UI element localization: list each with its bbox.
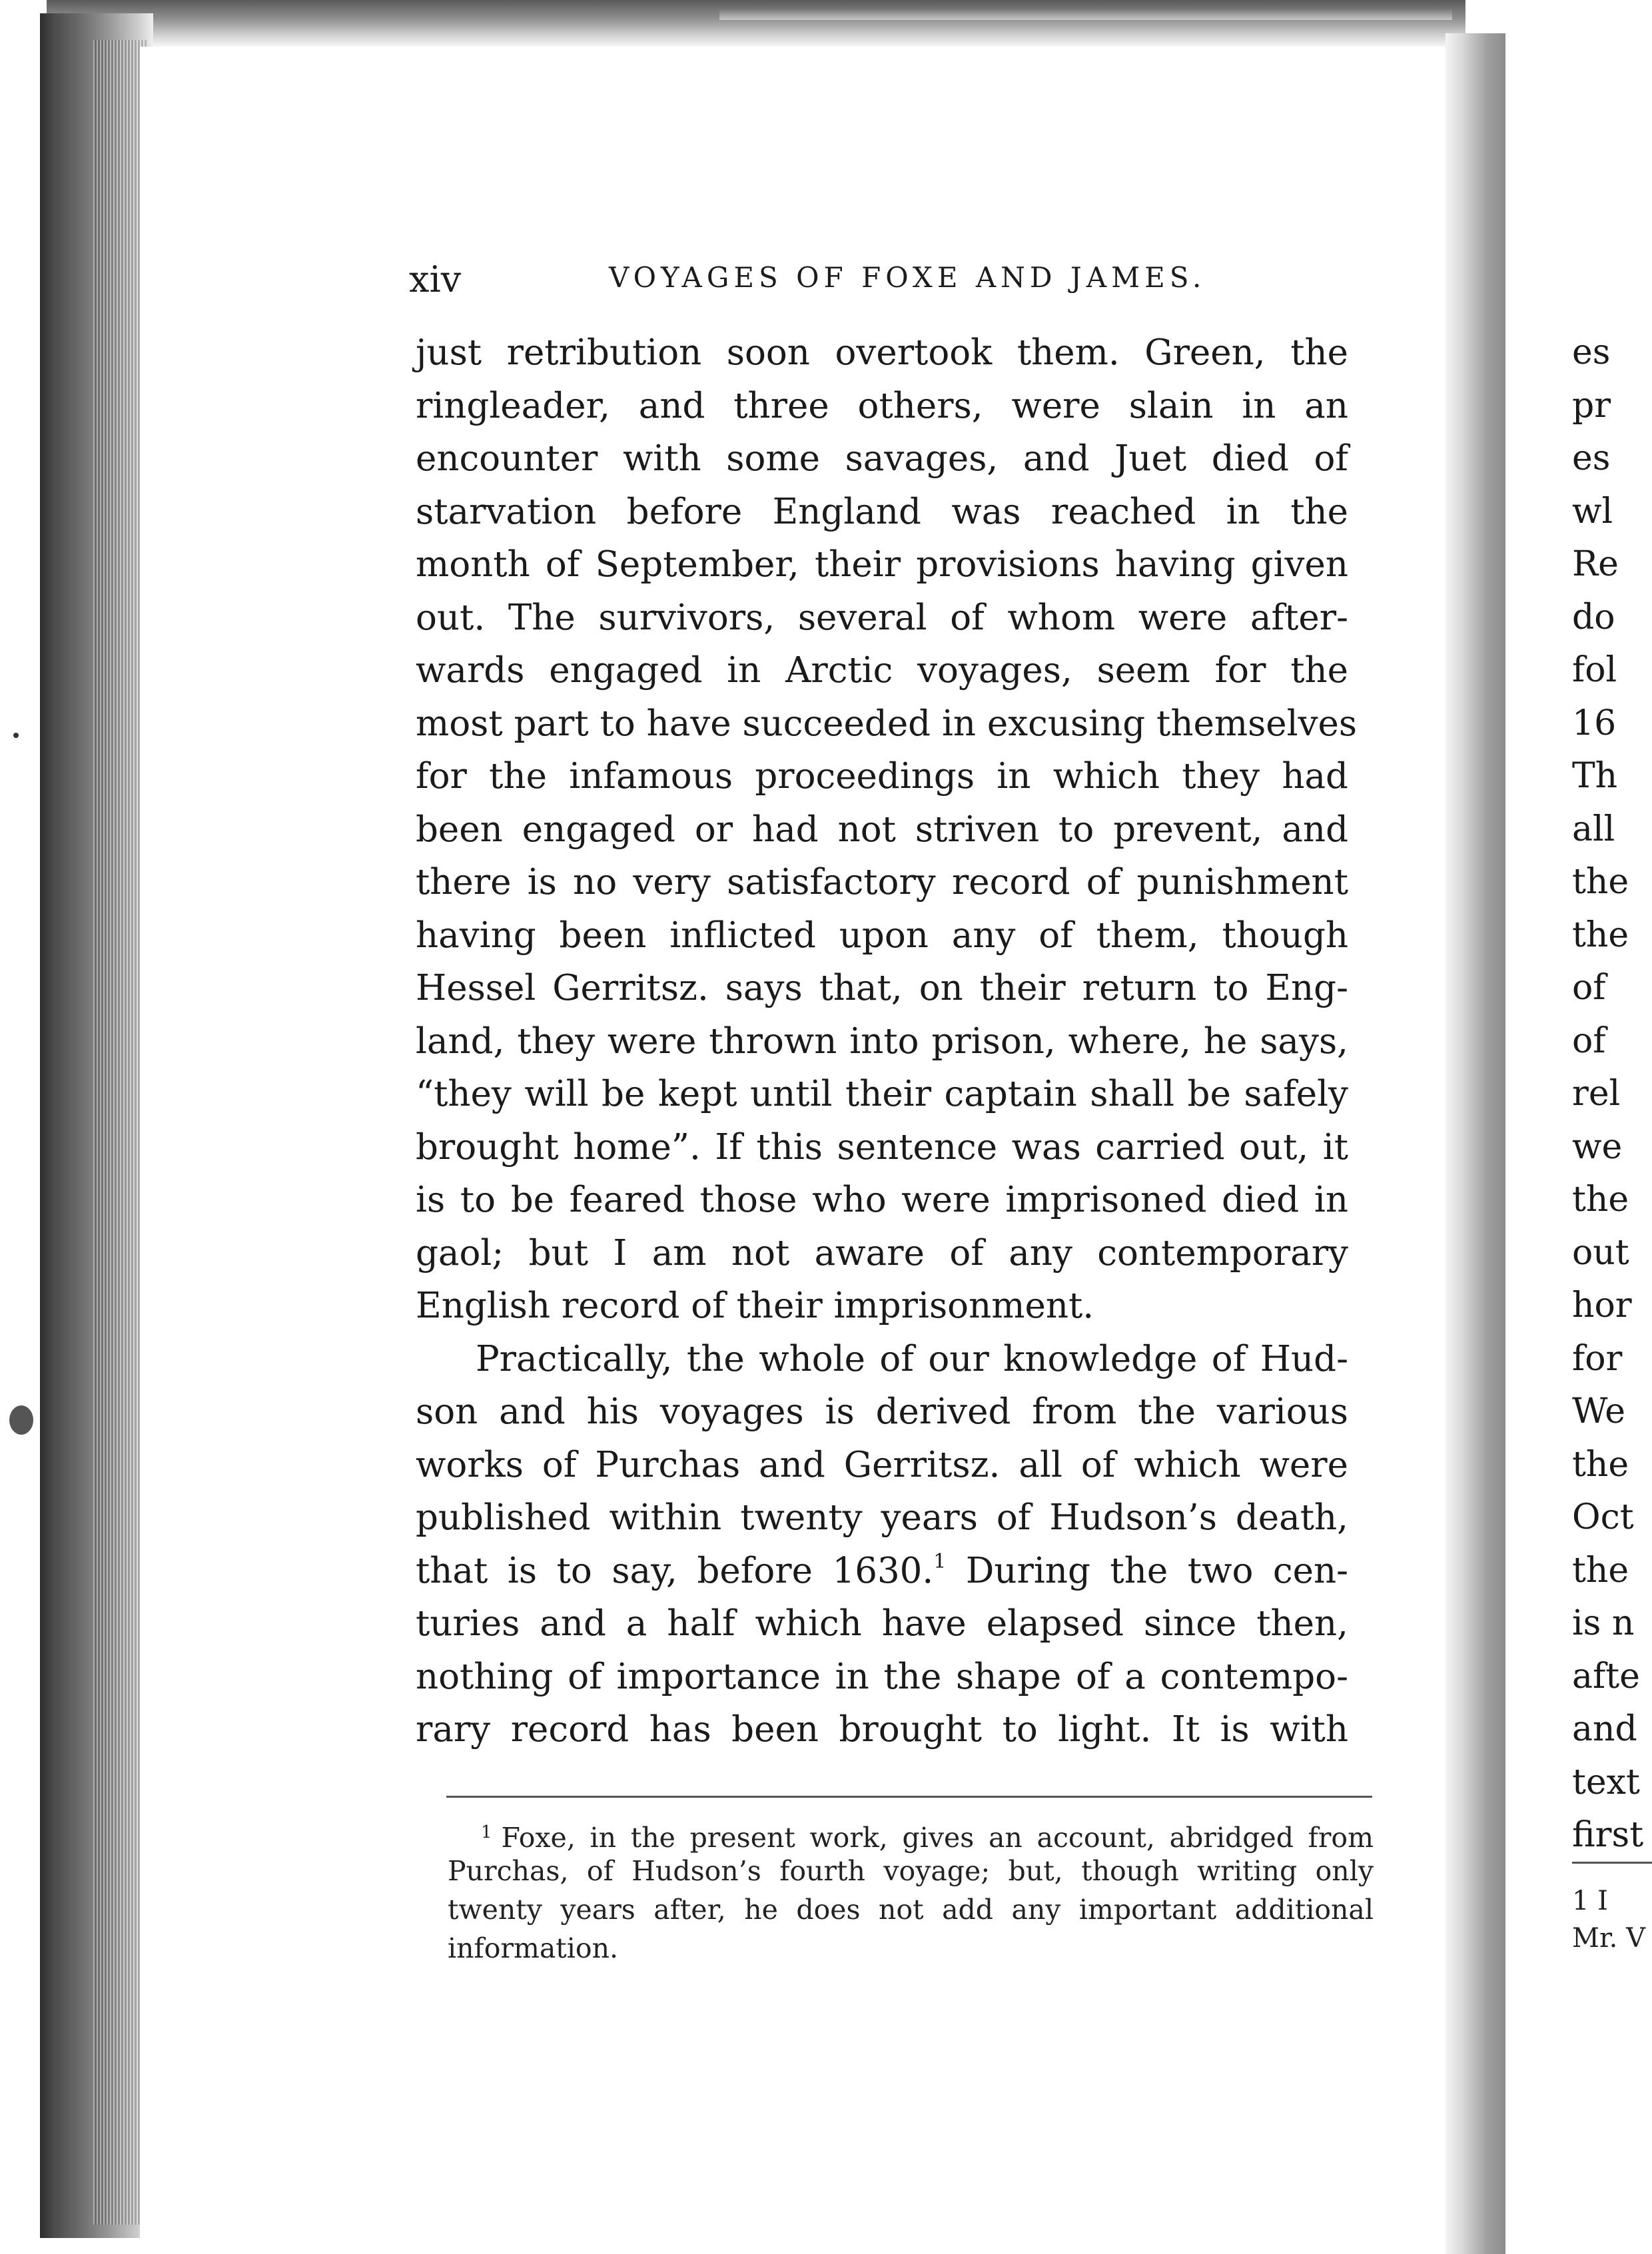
body-text [416,326,1358,1756]
facing-text-fragment: do [1572,597,1615,637]
footnote-line: Purchas, of Hudson’s fourth voyage; but, though writing only [448,1855,1374,1887]
page-stack-lines [93,40,147,2225]
facing-text-fragment: of [1572,968,1606,1008]
text-line: nothing of importance in the shape of a contempo- [416,1656,1348,1697]
text-line: turies and a half which have elapsed since then, [416,1603,1348,1644]
facing-text-fragment: es [1572,332,1611,372]
facing-text-fragment: pr [1572,385,1611,426]
text-line: “they will be kept until their captain shall be safely [416,1074,1348,1114]
text-line: son and his voyages is derived from the various [416,1391,1348,1432]
footnote-line: information. [448,1932,619,1964]
text-line: out. The survivors, several of whom were after- [416,597,1348,638]
book-left-edge [40,13,153,2238]
line-text: that is to say, before 1630. [416,1550,934,1591]
facing-text-fragment: fol [1572,650,1617,690]
text-line: works of Purchas and Gerritsz. all of which were [416,1444,1348,1485]
footnote-reference: 1 [933,1549,947,1573]
text-line: rary record has been brought to light. It is with [416,1709,1348,1750]
footnote-divider [446,1796,1372,1798]
facing-text-fragment: Re [1572,544,1619,584]
facing-text-fragment: we [1572,1126,1623,1167]
running-title: VOYAGES OF FOXE AND JAMES. [609,261,1206,294]
line-text-tail: During the two cen- [946,1550,1348,1591]
facing-text-fragment: hor [1572,1286,1632,1325]
text-line: there is no very satisfactory record of punishment [416,862,1348,903]
book-top-edge [47,0,1465,47]
facing-text-fragment: of [1572,1020,1606,1061]
text-line: English record of their imprisonment. [416,1286,1094,1326]
text-line: ringleader, and three others, were slain in an [416,385,1348,426]
text-line: for the infamous proceedings in which they had [416,756,1348,797]
facing-footnote [1572,1882,1645,1957]
footnote-line: twenty years after, he does not add any important additional [448,1894,1374,1926]
facing-page [1505,40,1645,2254]
text-line: having been inflicted upon any of them, though [416,915,1348,956]
facing-text-fragment: for [1572,1338,1623,1379]
footnote-line [448,1813,1374,1852]
facing-text-fragment: the [1572,1550,1629,1591]
text-line: wards engaged in Arctic voyages, seem for the [416,650,1348,691]
speck [13,733,19,738]
text-line: encounter with some savages, and Juet died of [416,438,1348,479]
facing-page-text [1572,326,1643,1862]
running-head [409,258,1368,305]
facing-text-fragment: out [1572,1232,1629,1273]
facing-text-fragment: is n [1572,1603,1635,1643]
footnote-marker: 1 [481,1822,492,1842]
text-line: most part to have succeeded in excusing themselves [416,703,1358,744]
text-line: month of September, their provisions having given [416,544,1348,585]
paragraph-start-line: Practically, the whole of our knowledge of Hud- [476,1338,1348,1379]
text-line-with-footnote-ref [416,1545,1348,1598]
facing-footnote-fragment: 1 I [1572,1886,1608,1916]
facing-footnote-divider [1572,1862,1652,1864]
facing-text-fragment: text [1572,1762,1640,1802]
speck [9,1405,33,1435]
book-top-streak [719,9,1452,20]
text-line: been engaged or had not striven to prevent, and [416,809,1348,850]
text-line: land, they were thrown into prison, where, he says, [416,1020,1348,1062]
text-line: gaol; but I am not aware of any contemporary [416,1232,1348,1274]
page-number: xiv [409,258,462,300]
facing-text-fragment: the [1572,1444,1629,1485]
facing-text-fragment: the [1572,862,1629,902]
facing-text-fragment: 16 [1572,703,1617,743]
facing-text-fragment: Th [1572,756,1618,796]
facing-text-fragment: the [1572,915,1629,955]
facing-text-fragment: Oct [1572,1497,1634,1537]
text-line: just retribution soon overtook them. Green, the [416,332,1348,373]
facing-text-fragment: first [1572,1815,1644,1855]
text-line: brought home”. If this sentence was carried out, it [416,1126,1348,1168]
text-line: starvation before England was reached in the [416,491,1348,532]
facing-text-fragment: rel [1572,1074,1621,1114]
facing-footnote-fragment: Mr. V [1572,1923,1645,1954]
facing-text-fragment: all [1572,809,1615,849]
facing-text-fragment: We [1572,1391,1625,1431]
facing-text-fragment: es [1572,438,1611,478]
text-line: Hessel Gerritsz. says that, on their return to Eng- [416,968,1348,1008]
facing-text-fragment: afte [1572,1656,1640,1696]
facing-text-fragment: and [1572,1709,1637,1749]
footnote [448,1813,1374,1968]
text-line: is to be feared those who were imprisoned died in [416,1180,1348,1220]
text-line: published within twenty years of Hudson’s death, [416,1497,1348,1538]
gutter-shadow [1446,33,1505,2254]
facing-text-fragment: the [1572,1180,1629,1220]
facing-text-fragment: wl [1572,491,1613,532]
footnote-text: Foxe, in the present work, gives an account, abridged from [501,1822,1374,1854]
